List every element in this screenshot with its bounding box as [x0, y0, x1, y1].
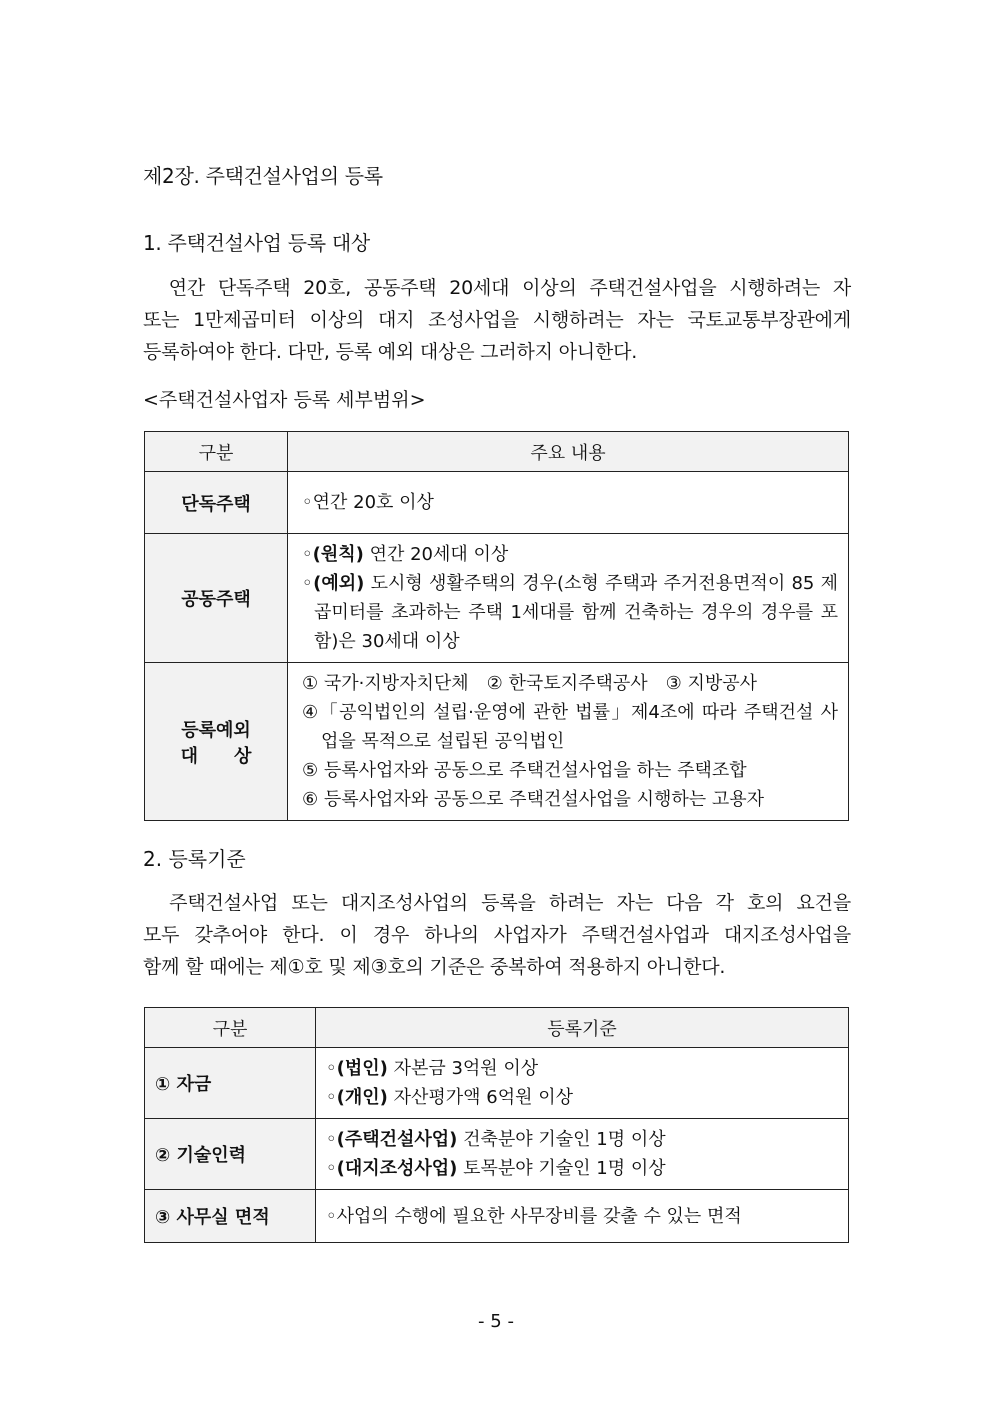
- header-category: 구분: [145, 1008, 316, 1048]
- paragraph-line: 또는 1만제곱미터 이상의 대지 조성사업을 시행하려는 자는 국토교통부장관에게: [143, 309, 851, 331]
- paragraph-line: 주택건설사업 또는 대지조성사업의 등록을 하려는 자는 다음 각 호의 요건을: [143, 892, 851, 914]
- registration-scope-table: [144, 431, 849, 821]
- paragraph-line: 모두 갖추어야 한다. 이 경우 하나의 사업자가 주택건설사업과 대지조성사업을: [143, 924, 851, 946]
- table-row: [145, 1190, 849, 1243]
- bullet-icon: ◦: [326, 1129, 337, 1150]
- row-content: [288, 663, 849, 821]
- paragraph-line: 함께 할 때에는 제①호 및 제③호의 기준은 중복하여 적용하지 아니한다.: [143, 956, 726, 978]
- section1-heading: 1. 주택건설사업 등록 대상: [143, 231, 370, 255]
- bullet-icon: ◦: [302, 492, 313, 513]
- row-category: 단독주택: [145, 472, 288, 534]
- bullet-item: ◦(개인) 자산평가액 6억원 이상: [326, 1087, 573, 1108]
- list-item: ⑥ 등록사업자와 공동으로 주택건설사업을 시행하는 고용자: [302, 789, 765, 810]
- section1-paragraph: [143, 272, 851, 368]
- table-row: [145, 534, 849, 663]
- registration-criteria-table: [144, 1007, 849, 1243]
- bullet-item: ◦(예외) 도시형 생활주택의 경우(소형 주택과 주거전용면적이 85 제곱미터를 초과하는 주택 1세대를 함께 건축하는 경우의 경우를 포함)은 30세대 이상: [302, 573, 838, 652]
- table-header-row: [145, 1008, 849, 1048]
- row-content: [288, 472, 849, 534]
- table-row: [145, 472, 849, 534]
- section2-heading: 2. 등록기준: [143, 847, 246, 871]
- bullet-item: ◦연간 20호 이상: [302, 492, 434, 513]
- bullet-icon: ◦: [302, 544, 313, 565]
- header-category: 구분: [145, 432, 288, 472]
- table-row: [145, 1119, 849, 1190]
- row-category: ② 기술인력: [145, 1119, 316, 1190]
- row-category: ① 자금: [145, 1048, 316, 1119]
- table-caption: <주택건설사업자 등록 세부범위>: [143, 389, 426, 411]
- bullet-item: ◦(원칙) 연간 20세대 이상: [302, 544, 509, 565]
- list-item: ④「공익법인의 설립·운영에 관한 법률」제4조에 따라 주택건설 사업을 목적으로 설립된 공익법인: [302, 702, 838, 752]
- bullet-icon: ◦: [326, 1158, 337, 1179]
- bullet-icon: ◦: [302, 573, 314, 594]
- section2-paragraph: [143, 887, 851, 983]
- bullet-icon: ◦: [326, 1087, 337, 1108]
- row-content: [288, 534, 849, 663]
- chapter-title: 제2장. 주택건설사업의 등록: [143, 164, 383, 188]
- bullet-item: ◦(대지조성사업) 토목분야 기술인 1명 이상: [326, 1158, 666, 1179]
- bullet-item: ◦(주택건설사업) 건축분야 기술인 1명 이상: [326, 1129, 666, 1150]
- row-content: [316, 1190, 849, 1243]
- table-row: [145, 663, 849, 821]
- row-content: [316, 1048, 849, 1119]
- paragraph-line: 등록하여야 한다. 다만, 등록 예외 대상은 그러하지 아니한다.: [143, 341, 638, 363]
- row-category: 등록예외 대 상: [145, 663, 288, 821]
- page-number: - 5 -: [478, 1311, 514, 1332]
- row-content: [316, 1119, 849, 1190]
- bullet-icon: ◦: [326, 1058, 337, 1079]
- header-content: 주요 내용: [288, 432, 849, 472]
- row-category: ③ 사무실 면적: [145, 1190, 316, 1243]
- row-category: 공동주택: [145, 534, 288, 663]
- table-header-row: [145, 432, 849, 472]
- list-item: ① 국가·지방자치단체 ② 한국토지주택공사 ③ 지방공사: [302, 673, 758, 694]
- bullet-icon: ◦: [326, 1205, 337, 1227]
- bullet-item: ◦사업의 수행에 필요한 사무장비를 갖출 수 있는 면적: [326, 1205, 742, 1227]
- list-item: ⑤ 등록사업자와 공동으로 주택건설사업을 하는 주택조합: [302, 760, 747, 781]
- bullet-item: ◦(법인) 자본금 3억원 이상: [326, 1058, 539, 1079]
- paragraph-line: 연간 단독주택 20호, 공동주택 20세대 이상의 주택건설사업을 시행하려는 자: [143, 277, 851, 299]
- header-criteria: 등록기준: [316, 1008, 849, 1048]
- table-row: [145, 1048, 849, 1119]
